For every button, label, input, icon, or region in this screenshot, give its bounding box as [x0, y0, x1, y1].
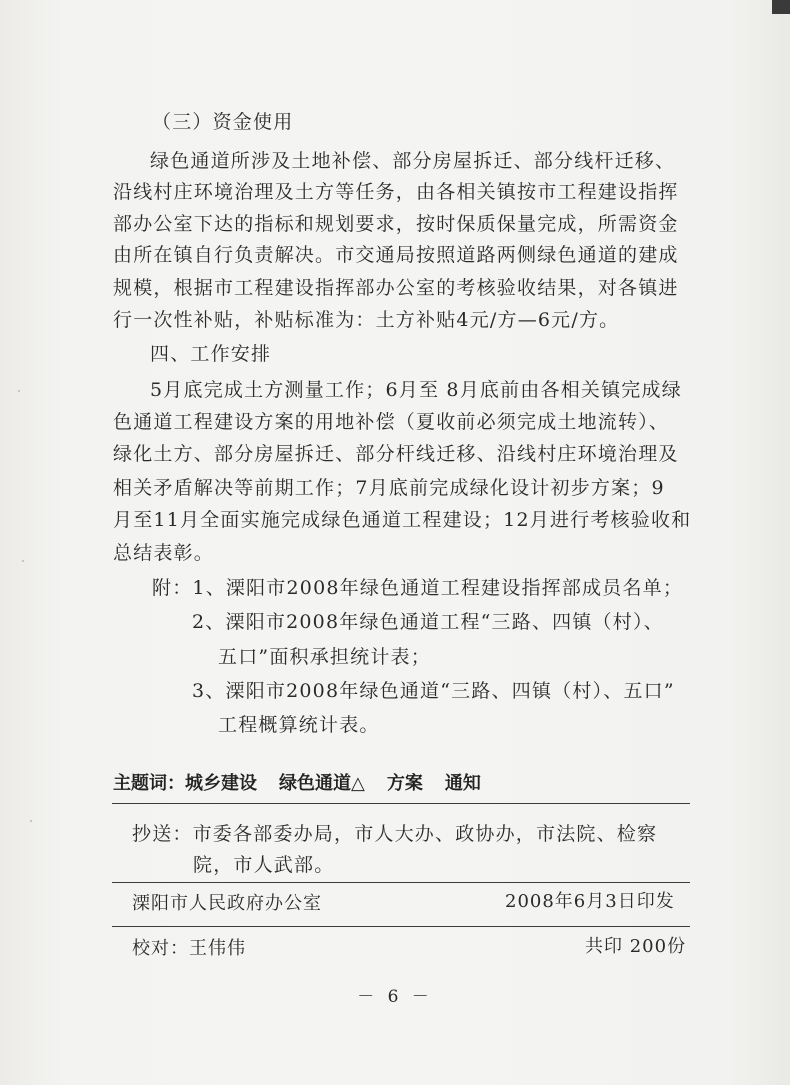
section-heading: 四、工作安排 — [150, 343, 272, 365]
scan-speck — [30, 820, 32, 822]
section-heading: （三）资金使用 — [152, 111, 294, 133]
subject-label: 主题词： — [113, 773, 185, 794]
paragraph-line: 5月底完成土方测量工作；6月至 8月底前由各相关镇完成绿 — [150, 379, 682, 401]
paragraph-line: 相关矛盾解决等前期工作；7月底前完成绿化设计初步方案；9 — [113, 477, 665, 499]
divider-rule — [112, 803, 690, 804]
issue-date: 2008年6月3日印发 — [505, 891, 675, 912]
paragraph-line: 月至11月全面实施完成绿色通道工程建设；12月进行考核验收和 — [113, 509, 692, 531]
subject-term: 通知 — [444, 773, 481, 794]
attachment-item: 2、溧阳市2008年绿色通道工程“三路、四镇（村）、 — [192, 611, 664, 633]
subject-term: 绿色通道△ — [279, 773, 365, 794]
proofreader: 校对：王伟伟 — [132, 938, 246, 959]
paragraph-line: 部办公室下达的指标和规划要求，按时保质保量完成，所需资金 — [113, 213, 679, 235]
cc-label: 抄送： — [132, 823, 193, 845]
paragraph-line: 绿色通道所涉及土地补偿、部分房屋拆迁、部分线杆迁移、 — [150, 150, 676, 172]
subject-terms — [113, 772, 503, 796]
paragraph-line: 绿化土方、部分房屋拆迁、部分杆线迁移、沿线村庄环境治理及 — [113, 443, 679, 465]
subject-term: 方案 — [386, 773, 423, 794]
scan-speck — [18, 390, 20, 392]
paragraph-line: 总结表彰。 — [113, 542, 215, 564]
issuer: 溧阳市人民政府办公室 — [132, 893, 322, 914]
scan-corner-mark — [772, 0, 790, 14]
subject-term: 城乡建设 — [185, 773, 257, 794]
paragraph-line: 色通道工程建设方案的用地补偿（夏收前必须完成土地流转）、 — [113, 411, 670, 433]
paragraph-line: 规模，根据市工程建设指挥部办公室的考核验收结果，对各镇进 — [113, 277, 679, 299]
paragraph-line: 行一次性补贴，补贴标准为：土方补贴4元/方—6元/方。 — [113, 309, 620, 331]
scan-speck — [22, 560, 24, 562]
cc-line — [132, 822, 657, 846]
divider-rule — [112, 882, 690, 883]
cc-recipients: 市委各部委办局，市人大办、政协办，市法院、检察 — [192, 823, 658, 845]
paragraph-line: 由所在镇自行负责解决。市交通局按照道路两侧绿色通道的建成 — [113, 244, 679, 266]
attachment-item-continuation: 五口”面积承担统计表； — [218, 646, 431, 668]
copies-count: 共印 200份 — [585, 936, 687, 957]
attachment-item: 附：1、溧阳市2008年绿色通道工程建设指挥部成员名单； — [152, 577, 684, 599]
cc-recipients-continuation: 院，市人武部。 — [193, 854, 335, 876]
divider-rule — [112, 926, 690, 927]
attachment-item: 3、溧阳市2008年绿色通道“三路、四镇（村）、五口” — [192, 680, 675, 702]
paragraph-line: 沿线村庄环境治理及土方等任务，由各相关镇按市工程建设指挥 — [113, 181, 679, 203]
attachment-item-continuation: 工程概算统计表。 — [218, 714, 380, 736]
page-number: － 6 － — [357, 987, 433, 1007]
